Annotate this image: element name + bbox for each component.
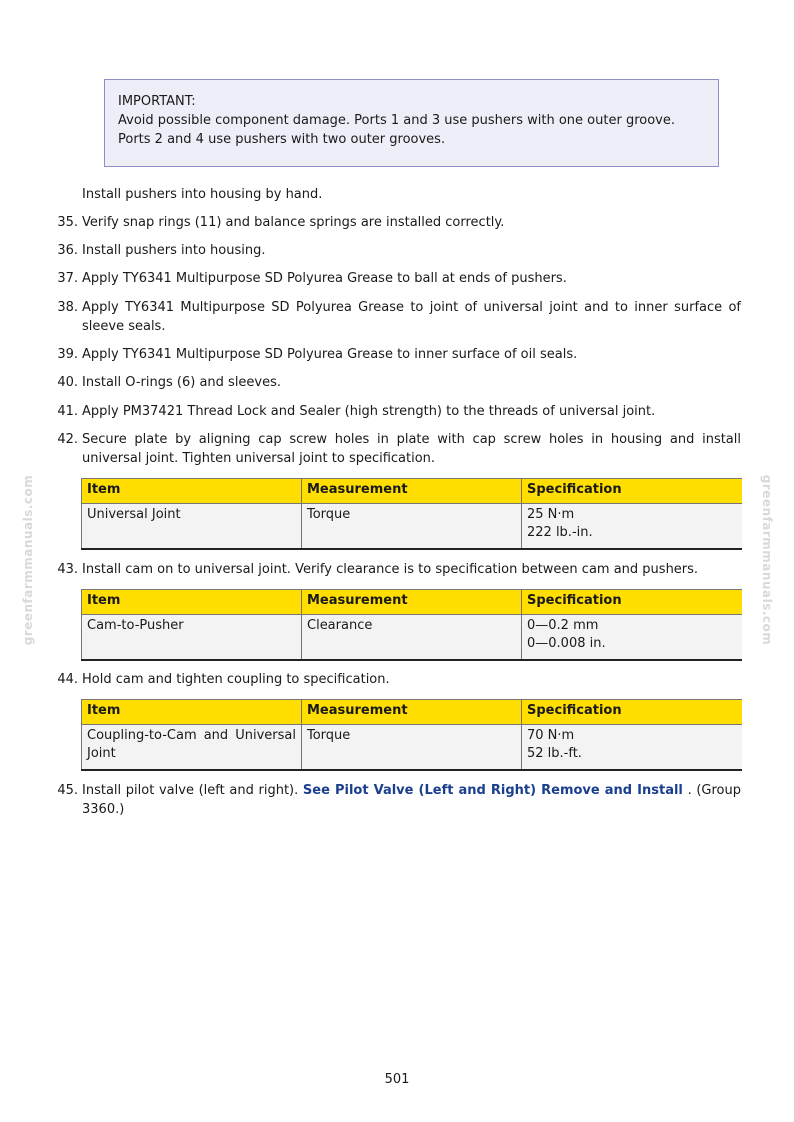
watermark-left: greenfarmmanuals.com — [21, 474, 35, 646]
step-text: Hold cam and tighten coupling to specification. — [82, 672, 390, 687]
step-text: Apply TY6341 Multipurpose SD Polyurea Grease to ball at ends of pushers. — [82, 271, 567, 286]
step-text — [82, 781, 741, 819]
step-text: Apply PM37421 Thread Lock and Sealer (high strength) to the threads of universal joint. — [82, 404, 656, 419]
header-item: Item — [82, 700, 302, 725]
spec-metric: 0—0.2 mm — [527, 618, 599, 633]
step-44 — [50, 670, 741, 689]
watermark-right: greenfarmmanuals.com — [760, 474, 774, 646]
important-title: IMPORTANT: — [118, 94, 196, 109]
cell-measurement: Torque — [302, 725, 522, 771]
important-notice — [104, 79, 719, 167]
step-text: Install O-rings (6) and sleeves. — [82, 375, 282, 390]
cell-measurement: Clearance — [302, 615, 522, 661]
step-number: 45. — [57, 783, 78, 798]
intro-line: Install pushers into housing by hand. — [82, 187, 323, 202]
table-header-row — [82, 479, 742, 504]
step-number: 35. — [57, 215, 78, 230]
step-text: Apply TY6341 Multipurpose SD Polyurea Grease to joint of universal joint and to inner surface of sleeve seals. — [82, 300, 741, 334]
spec-imperial: 0—0.008 in. — [527, 636, 606, 651]
step-42 — [50, 430, 741, 468]
header-measurement: Measurement — [302, 479, 522, 504]
cell-measurement: Torque — [302, 504, 522, 550]
spec-table-cam-to-pusher — [81, 589, 742, 661]
header-specification: Specification — [522, 700, 742, 725]
header-specification: Specification — [522, 590, 742, 615]
header-measurement: Measurement — [302, 590, 522, 615]
step-39 — [50, 345, 741, 364]
step-number: 39. — [57, 347, 78, 362]
table-row — [82, 615, 742, 661]
step-number: 41. — [57, 404, 78, 419]
header-measurement: Measurement — [302, 700, 522, 725]
header-item: Item — [82, 479, 302, 504]
cell-item: Universal Joint — [82, 504, 302, 550]
table-row — [82, 504, 742, 550]
step-38 — [50, 298, 741, 336]
step-number: 42. — [57, 432, 78, 447]
step-35 — [50, 213, 741, 232]
step-text: Secure plate by aligning cap screw holes in plate with cap screw holes in housing and install universal joint. Tighten universal joint to specification. — [82, 432, 741, 466]
step-36 — [50, 241, 741, 260]
step-number: 37. — [57, 271, 78, 286]
table-row — [82, 725, 742, 771]
table-header-row — [82, 590, 742, 615]
step-text: Install cam on to universal joint. Verify clearance is to specification between cam and pushers. — [82, 562, 699, 577]
step-43 — [50, 560, 741, 579]
cell-item: Cam-to-Pusher — [82, 615, 302, 661]
step-number: 43. — [57, 562, 78, 577]
page-number: 501 — [384, 1072, 410, 1087]
step-number: 36. — [57, 243, 78, 258]
spec-metric: 70 N·m — [527, 728, 575, 743]
spec-table-universal-joint — [81, 478, 742, 550]
step-37 — [50, 269, 741, 288]
cell-specification — [522, 725, 742, 771]
table-header-row — [82, 700, 742, 725]
step-45 — [50, 781, 741, 819]
cell-specification — [522, 504, 742, 550]
step-number: 40. — [57, 375, 78, 390]
step-number: 38. — [57, 300, 78, 315]
cell-item: Coupling-to-Cam and Universal Joint — [82, 725, 302, 771]
step-text-before: Install pilot valve (left and right). — [82, 783, 299, 798]
spec-imperial: 222 lb.-in. — [527, 525, 593, 540]
important-body: Avoid possible component damage. Ports 1 and 3 use pushers with one outer groove. Ports 2 and 4 use pushers with two outer grooves. — [118, 113, 675, 147]
header-specification: Specification — [522, 479, 742, 504]
step-text-after: . (Group 3360.) — [82, 783, 742, 817]
spec-imperial: 52 lb.-ft. — [527, 746, 582, 761]
header-item: Item — [82, 590, 302, 615]
cell-specification — [522, 615, 742, 661]
step-text: Verify snap rings (11) and balance springs are installed correctly. — [82, 215, 505, 230]
step-40 — [50, 373, 741, 392]
step-text: Install pushers into housing. — [82, 243, 266, 258]
step-number: 44. — [57, 672, 78, 687]
pilot-valve-link[interactable]: See Pilot Valve (Left and Right) Remove and Install — [302, 783, 683, 798]
step-text: Apply TY6341 Multipurpose SD Polyurea Grease to inner surface of oil seals. — [82, 347, 578, 362]
spec-table-coupling-to-cam — [81, 699, 742, 771]
step-41 — [50, 402, 741, 421]
spec-metric: 25 N·m — [527, 507, 575, 522]
